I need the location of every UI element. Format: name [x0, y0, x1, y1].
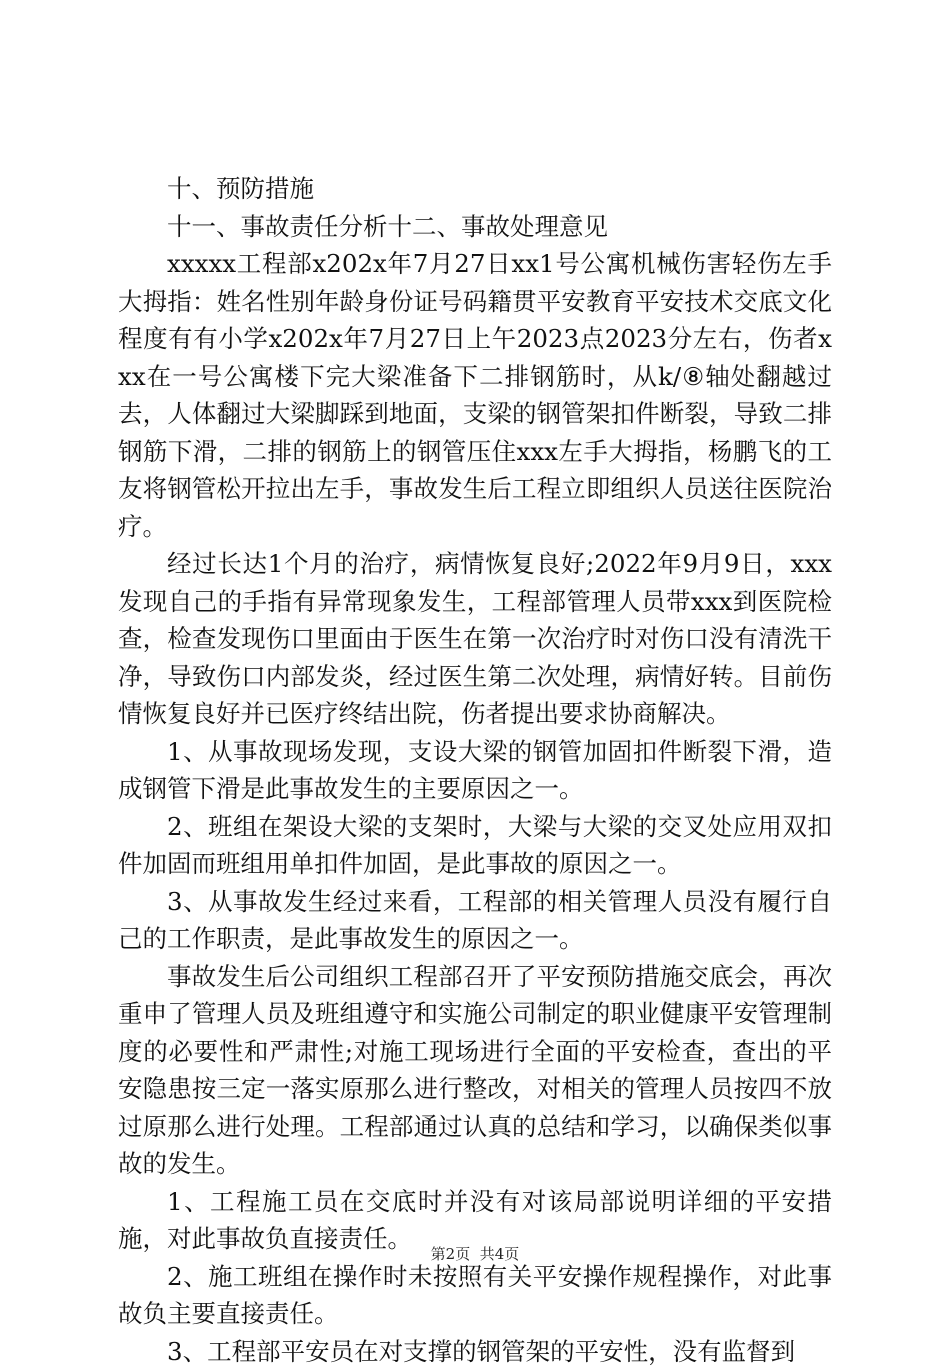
paragraph-cause-1: 1、从事故现场发现，支设大梁的钢管加固扣件断裂下滑，造成钢管下滑是此事故发生的主要原因之一。: [118, 733, 832, 808]
paragraph-treatment: 经过长达1个月的治疗，病情恢复良好;2022年9月9日，xxx发现自己的手指有异常现象发生，工程部管理人员带xxx到医院检查，检查发现伤口里面由于医生在第一次治疗时对伤口没有清洗干净，导致伤口内部发炎，经过医生第二次处理，病情好转。目前伤情恢复良好并已医疗终结出院，伤者提出要求协商解决。: [118, 545, 832, 733]
page-number: 第2页: [431, 1245, 471, 1263]
paragraph-prevention: 事故发生后公司组织工程部召开了平安预防措施交底会，再次重申了管理人员及班组遵守和实施公司制定的职业健康平安管理制度的必要性和严肃性;对施工现场进行全面的平安检查，查出的平安隐患按三定一落实原那么进行整改，对相关的管理人员按四不放过原那么进行处理。工程部通过认真的总结和学习，以确保类似事故的发生。: [118, 958, 832, 1183]
paragraph-responsibility-3: 3、工程部平安员在对支撑的钢管架的平安性，没有监督到: [118, 1333, 832, 1370]
paragraph-cause-2: 2、班组在架设大梁的支架时，大梁与大梁的交叉处应用双扣件加固而班组用单扣件加固，是此事故的原因之一。: [118, 808, 832, 883]
page-total: 共4页: [480, 1245, 520, 1263]
paragraph-accident-description: xxxxx工程部x202x年7月27日xx1号公寓机械伤害轻伤左手大拇指：姓名性别年龄身份证号码籍贯平安教育平安技术交底文化程度有有小学x202x年7月27日上午2023点2023分左右，伤者xxx在一号公寓楼下完大梁准备下二排钢筋时，从k/⑧轴处翻越过去，人体翻过大梁脚踩到地面，支梁的钢管架扣件断裂，导致二排钢筋下滑，二排的钢筋上的钢管压住xxx左手大拇指，杨鹏飞的工友将钢管松开拉出左手，事故发生后工程立即组织人员送往医院治疗。: [118, 245, 832, 545]
paragraph-cause-3: 3、从事故发生经过来看，工程部的相关管理人员没有履行自己的工作职责，是此事故发生的原因之一。: [118, 883, 832, 958]
page-footer: [0, 1244, 950, 1264]
document-body: [118, 170, 832, 1370]
paragraph-responsibility-2: 2、施工班组在操作时未按照有关平安操作规程操作，对此事故负主要直接责任。: [118, 1258, 832, 1333]
paragraph-heading-10: 十、预防措施: [118, 170, 832, 208]
paragraph-heading-11-12: 十一、事故责任分析十二、事故处理意见: [118, 208, 832, 246]
paragraph-responsibility-1: 1、工程施工员在交底时并没有对该局部说明详细的平安措施，对此事故负直接责任。: [118, 1183, 832, 1258]
